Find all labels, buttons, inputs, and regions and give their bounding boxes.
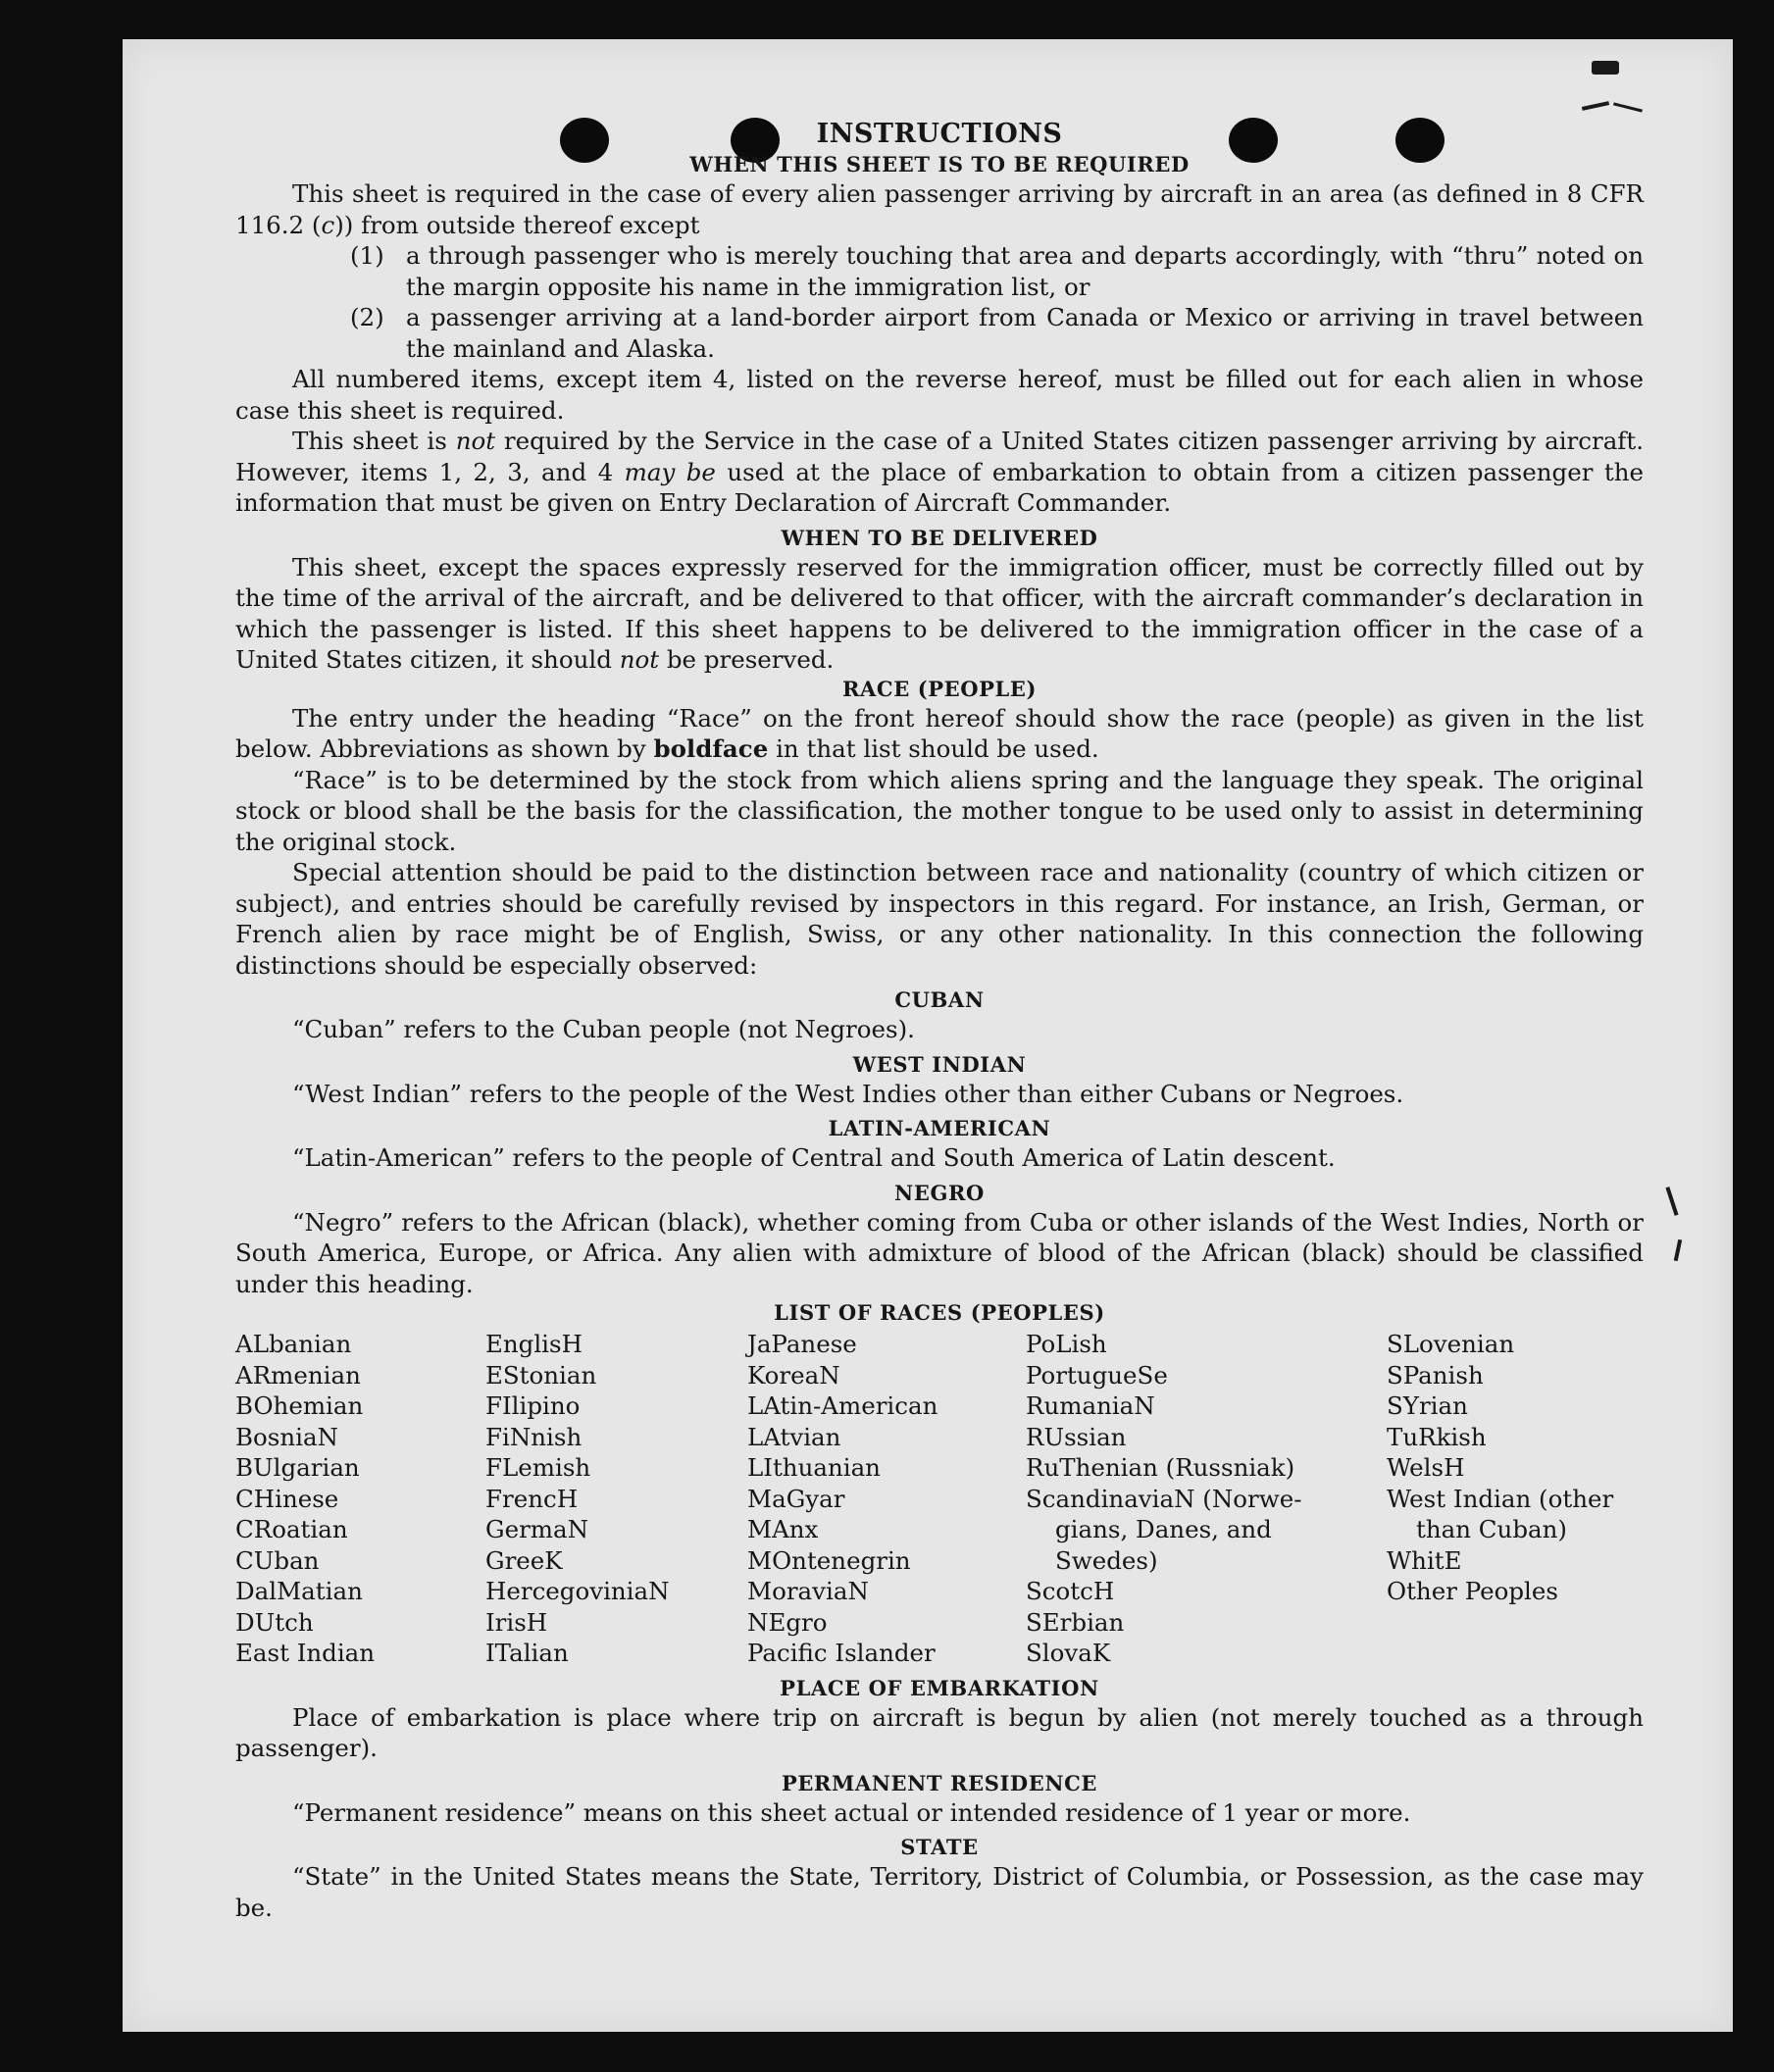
paragraph: “West Indian” refers to the people of the West Indies other than either Cubans or Negroes. <box>292 1079 1404 1108</box>
heading-latin-american: LATIN-AMERICAN <box>828 1116 1051 1140</box>
race-entry: SLovenian <box>1387 1330 1515 1358</box>
race-entry: MoraviaN <box>747 1577 869 1605</box>
race-column <box>747 1329 1026 1669</box>
race-entry: FrencH <box>485 1484 579 1513</box>
race-entry: Pacific Islander <box>747 1639 936 1667</box>
paragraph: “Latin-American” refers to the people of Central and South America of Latin descent. <box>292 1143 1336 1172</box>
race-entry: BosniaN <box>235 1422 338 1451</box>
race-entry: LAtvian <box>747 1422 841 1451</box>
paragraph: Special attention should be paid to the distinction between race and nationality (country of which citizen or subject), and entries should be carefully revised by inspectors in this regard. For instance, an Irish, German, or French alien by race might be of English, Swiss, or any other nationality. In this connection the following distinctions should be especially observed: <box>235 858 1644 980</box>
race-entry: EStonian <box>485 1360 597 1390</box>
race-list <box>235 1329 1644 1669</box>
race-entry: SErbian <box>1026 1607 1125 1637</box>
race-entry: LAtin-American <box>747 1391 938 1420</box>
race-entry: ARmenian <box>235 1360 361 1390</box>
race-entry: DUtch <box>235 1607 314 1637</box>
exception-list <box>350 240 1644 364</box>
paragraph: The entry under the heading “Race” on the front hereof should show the race (people) as given in the list below. Abbreviations as shown by boldface in that list should be used. <box>235 703 1644 763</box>
race-entry: CHinese <box>235 1484 339 1513</box>
race-entry: KoreaN <box>747 1360 840 1390</box>
race-entry: TuRkish <box>1387 1422 1487 1451</box>
race-entry: RuThenian (Russniak) <box>1026 1453 1295 1482</box>
heading-negro: NEGRO <box>894 1180 985 1205</box>
race-entry: ALbanian <box>235 1330 352 1358</box>
paragraph: “Permanent residence” means on this sheet actual or intended residence of 1 year or more. <box>292 1797 1411 1827</box>
race-entry: West Indian (other <box>1387 1484 1614 1513</box>
race-entry: than Cuban) <box>1416 1515 1567 1543</box>
paragraph: “Race” is to be determined by the stock from which aliens spring and the language they speak. The original stock or blood shall be the basis for the classification, the mother tongue to be used only to assist in determining the original stock. <box>235 765 1644 856</box>
list-item: (1) a through passenger who is merely touching that area and departs accordingly, with “thru” noted on the margin opposite his name in the immigration list, or <box>350 241 1644 301</box>
ink-mark <box>1665 1187 1678 1216</box>
race-entry: MaGyar <box>747 1484 845 1513</box>
heading-list-of-races: LIST OF RACES (PEOPLES) <box>774 1300 1105 1325</box>
instructions-content <box>235 110 1644 1923</box>
heading-when-required: WHEN THIS SHEET IS TO BE REQUIRED <box>689 152 1190 177</box>
paragraph: Place of embarkation is place where trip on aircraft is begun by alien (not merely touched as a through passenger). <box>235 1702 1644 1762</box>
race-entry: FiNnish <box>485 1422 583 1451</box>
race-entry: SlovaK <box>1026 1639 1111 1667</box>
race-entry: PortugueSe <box>1026 1360 1168 1390</box>
race-entry: CUban <box>235 1545 320 1575</box>
race-entry: BOhemian <box>235 1391 364 1420</box>
heading-permanent-residence: PERMANENT RESIDENCE <box>781 1770 1098 1795</box>
race-entry: GreeK <box>485 1545 563 1575</box>
race-entry: SYrian <box>1387 1391 1468 1420</box>
race-entry: gians, Danes, and <box>1055 1515 1272 1543</box>
race-entry: PoLish <box>1026 1330 1107 1358</box>
race-entry: BUlgarian <box>235 1453 360 1482</box>
race-entry: HercegoviniaN <box>485 1577 670 1605</box>
race-column <box>235 1329 485 1669</box>
race-entry: NEgro <box>747 1607 828 1637</box>
paragraph: “Cuban” refers to the Cuban people (not Negroes). <box>292 1015 915 1043</box>
race-entry: EnglisH <box>485 1330 583 1358</box>
race-entry: MAnx <box>747 1515 819 1543</box>
heading-state: STATE <box>900 1835 979 1859</box>
paragraph: “Negro” refers to the African (black), whether coming from Cuba or other islands of the West Indies, North or South America, Europe, or Africa. Any alien with admixture of blood of the African (black) should be classified under this heading. <box>235 1207 1644 1298</box>
ink-mark <box>1592 61 1619 75</box>
race-entry: ScotcH <box>1026 1577 1115 1605</box>
race-entry: DalMatian <box>235 1577 363 1605</box>
race-entry: RUssian <box>1026 1422 1127 1451</box>
heading-race: RACE (PEOPLE) <box>841 676 1038 701</box>
race-column <box>485 1329 747 1669</box>
paragraph: This sheet is not required by the Service in the case of a United States citizen passenger arriving by aircraft. However, items 1, 2, 3, and 4 may be used at the place of embarkation to obtain from a citizen passenger the information that must be given on Entry Declaration of Aircraft Commander. <box>235 427 1645 517</box>
race-entry: ITalian <box>485 1639 569 1667</box>
race-entry: East Indian <box>235 1639 376 1667</box>
race-entry: WelsH <box>1387 1453 1465 1482</box>
race-entry: FIlipino <box>485 1391 581 1420</box>
race-entry: Swedes) <box>1055 1545 1158 1575</box>
paragraph: “State” in the United States means the State, Territory, District of Columbia, or Possession, as the case may be. <box>235 1862 1644 1922</box>
race-entry: WhitE <box>1387 1545 1462 1575</box>
heading-when-delivered: WHEN TO BE DELIVERED <box>781 525 1098 550</box>
race-entry: LIthuanian <box>747 1453 881 1482</box>
ink-mark <box>1674 1239 1682 1261</box>
race-column <box>1387 1329 1644 1669</box>
heading-embarkation: PLACE OF EMBARKATION <box>780 1675 1099 1700</box>
heading-west-indian: WEST INDIAN <box>852 1051 1027 1077</box>
race-entry: ScandinaviaN (Norwe- <box>1026 1484 1302 1513</box>
race-entry: SPanish <box>1387 1360 1484 1390</box>
race-entry: RumaniaN <box>1026 1391 1155 1420</box>
race-entry: GermaN <box>485 1515 589 1543</box>
race-entry: JaPanese <box>747 1330 857 1358</box>
race-column <box>1026 1329 1387 1669</box>
race-entry: FLemish <box>485 1453 591 1482</box>
race-entry: CRoatian <box>235 1515 348 1543</box>
list-item: (2) a passenger arriving at a land-border airport from Canada or Mexico or arriving in travel between the mainland and Alaska. <box>350 303 1644 363</box>
heading-cuban: CUBAN <box>894 987 985 1012</box>
page-title: INSTRUCTIONS <box>816 119 1063 149</box>
race-entry: Other Peoples <box>1387 1577 1558 1605</box>
race-entry: MOntenegrin <box>747 1545 911 1575</box>
paragraph: This sheet is required in the case of every alien passenger arriving by aircraft in an area (as defined in 8 CFR 116.2 (c)) from outside thereof except <box>235 179 1644 239</box>
race-entry: IrisH <box>485 1607 548 1637</box>
paragraph: This sheet, except the spaces expressly reserved for the immigration officer, must be correctly filled out by the time of the arrival of the aircraft, and be delivered to that officer, with the aircraft commander’s declaration in which the passenger is listed. If this sheet happens to be delivered to the immigration officer in the case of a United States citizen, it should not be preserved. <box>235 552 1644 674</box>
paragraph: All numbered items, except item 4, listed on the reverse hereof, must be filled out for each alien in whose case this sheet is required. <box>235 365 1644 425</box>
